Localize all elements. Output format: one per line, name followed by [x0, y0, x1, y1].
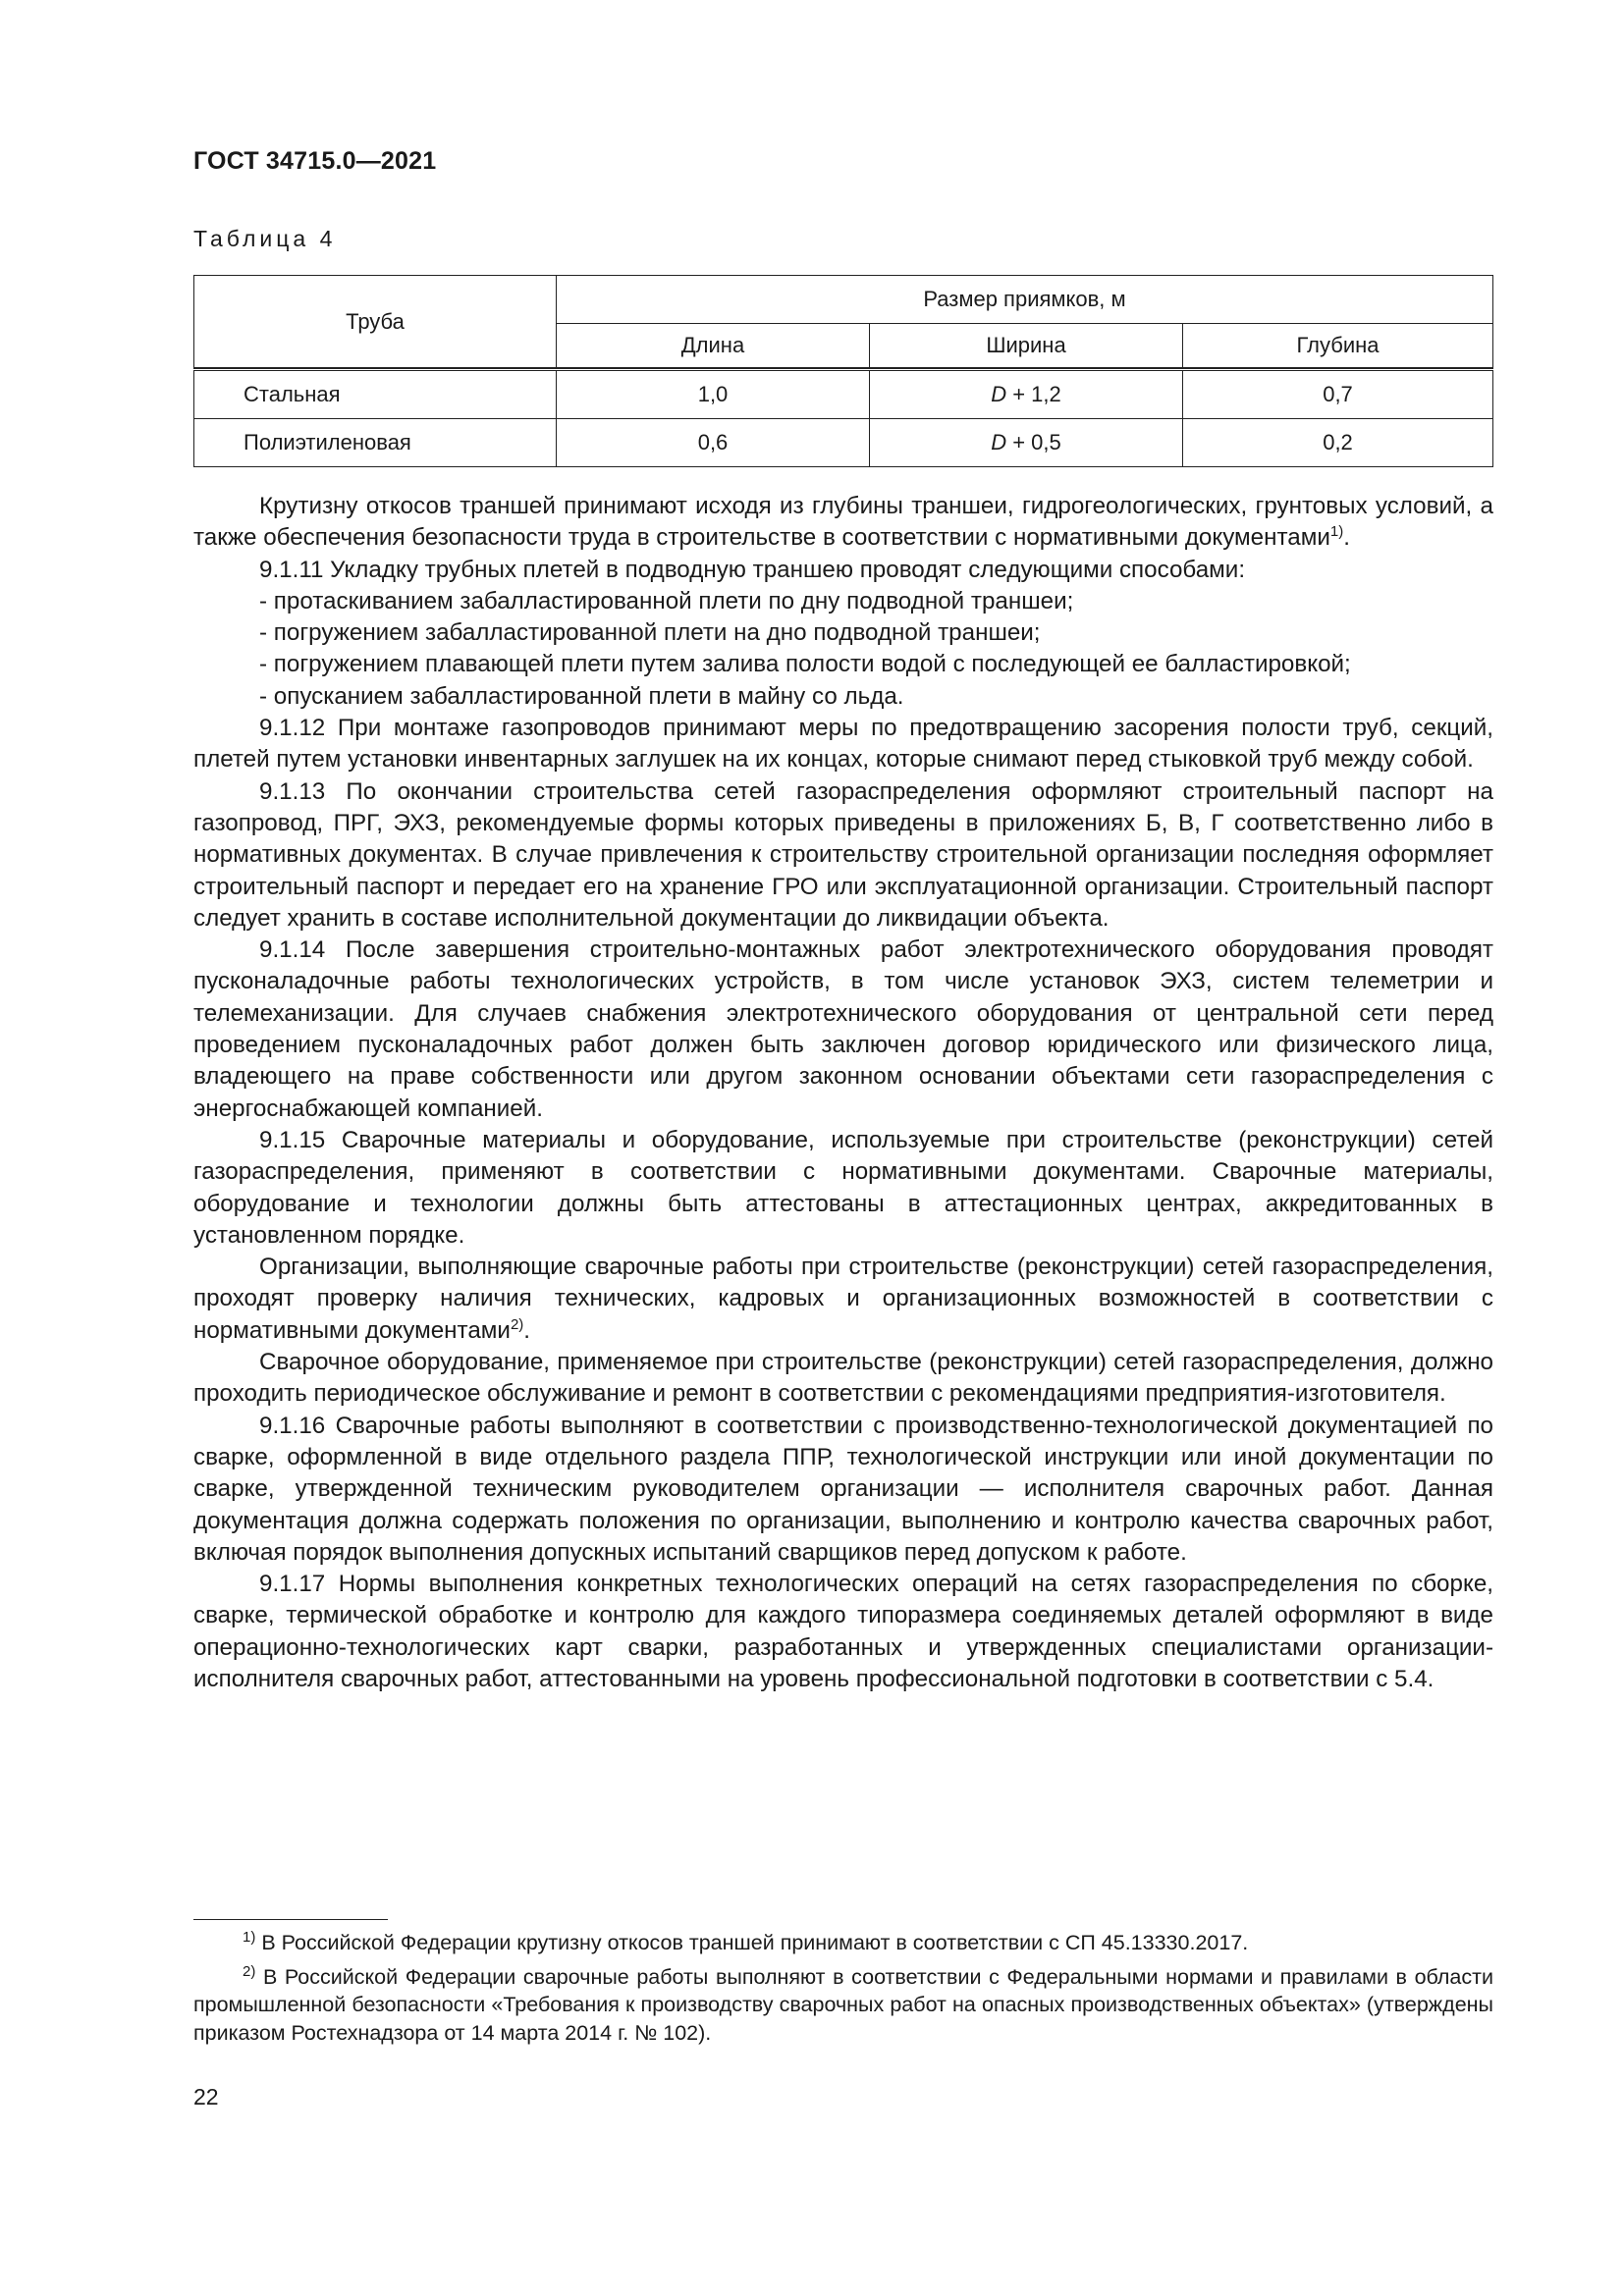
table-caption: Таблица 4	[193, 226, 337, 251]
paragraph: Крутизну откосов траншей принимают исходя из глубины траншеи, гидрогеологических, грунтовых условий, а также обеспечения безопасности труда в строительстве в соответствии с нормативными документами$^{1)}$.	[193, 493, 1493, 552]
paragraph: 9.1.14 После завершения строительно-монтажных работ электротехнического оборудования проводят пусконаладочные работы технологических устройств, в том числе установок ЭХЗ, систем телеметрии и телемеханизации. Для случаев снабжения электротехнического оборудования от центральной сети перед проведением пусконаладочных работ должен быть заключен договор юридического или физического лица, владеющего на праве собственности или другом законном основании объектами сети газораспределения с энергоснабжающей компанией.	[193, 936, 1493, 1122]
paragraph: 9.1.16 Сварочные работы выполняют в соответствии с производственно-технологической документацией по сварке, оформленной в виде отдельного раздела ППР, технологической инструкции или иной документации по сварке, утвержденной техническим руководителем организации — исполнителя сварочных работ. Данная документация должна содержать положения по организации, выполнению и контролю качества сварочных работ, включая порядок выполнения допускных испытаний сварщиков перед допуском к работе.	[193, 1412, 1493, 1566]
col-header-depth: Глубина	[1183, 324, 1493, 368]
cell-length: 0,6	[557, 419, 870, 467]
cell-depth: 0,2	[1183, 419, 1493, 467]
cell-width: D + 0,5	[870, 419, 1183, 467]
list-item: - протаскиванием забалластированной плети по дну подводной траншеи;	[259, 587, 1074, 614]
paragraph: 9.1.13 По окончании строительства сетей газораспределения оформляют строительный паспорт на газопровод, ПРГ, ЭХЗ, рекомендуемые формы которых приведены в приложениях Б, В, Г соответственно либо в нормативных документах. В случае привлечения к строительству строительной организации последняя оформляет строительный паспорт и передает его на хранение ГРО или эксплуатационной организации. Строительный паспорт следует хранить в составе исполнительной документации до ликвидации объекта.	[193, 777, 1493, 932]
footnote: $^{2)}$ В Российской Федерации сварочные работы выполняют в соответствии с Федеральными нормами и правилами в области промышленной безопасности «Требования к производству сварочных работ на опасных производственных объектах» (утверждены приказом Ростехнадзора от 14 марта 2014 г. № 102).	[193, 1962, 1493, 2045]
cell-pipe: Стальная	[194, 370, 557, 419]
table-row	[194, 419, 1493, 467]
list-item: - опусканием забалластированной плети в майну со льда.	[259, 682, 904, 710]
paragraph: 9.1.15 Сварочные материалы и оборудование, используемые при строительстве (реконструкции) сетей газораспределения, применяют в соответствии с нормативными документами. Сварочные материалы, оборудование и технологии должны быть аттестованы в аттестационных центрах, аккредитованных в установленном порядке.	[193, 1126, 1493, 1249]
pit-size-table	[193, 275, 1493, 467]
body-text	[193, 491, 1493, 1695]
document-header: ГОСТ 34715.0—2021	[193, 147, 437, 175]
paragraph: 9.1.12 При монтаже газопроводов принимают меры по предотвращению засорения полости труб, секций, плетей путем установки инвентарных заглушек на их концах, которые снимают перед стыковкой труб между собой.	[193, 715, 1493, 774]
col-header-width: Ширина	[870, 324, 1183, 368]
paragraph: Организации, выполняющие сварочные работы при строительстве (реконструкции) сетей газораспределения, проходят проверку наличия технических, кадровых и организационных возможностей в соответствии с нормативными документами$^{2)}$.	[193, 1254, 1493, 1344]
col-header-group: Размер приямков, м	[557, 276, 1493, 324]
col-header-length: Длина	[557, 324, 870, 368]
cell-pipe: Полиэтиленовая	[194, 419, 557, 467]
footnote-ref[interactable]: 1)	[1329, 523, 1344, 541]
footnote: $^{1)}$ В Российской Федерации крутизну откосов траншей принимают в соответствии с СП 45.13330.2017.	[243, 1928, 1249, 1954]
paragraph: 9.1.17 Нормы выполнения конкретных технологических операций на сетях газораспределения по сборке, сварке, термической обработке и контролю для каждого типоразмера соединяемых деталей оформляют в виде операционно-технологических карт сварки, разработанных и утвержденных специалистами организации-исполнителя сварочных работ, аттестованными на уровень профессиональной подготовки в соответствии с 5.4.	[193, 1571, 1493, 1692]
col-header-pipe: Труба	[194, 276, 557, 368]
cell-depth: 0,7	[1183, 370, 1493, 419]
paragraph: Сварочное оборудование, применяемое при строительстве (реконструкции) сетей газораспределения, должно проходить периодическое обслуживание и ремонт в соответствии с рекомендациями предприятия-изготовителя.	[193, 1349, 1493, 1408]
list-item: - погружением забалластированной плети на дно подводной траншеи;	[259, 619, 1041, 647]
list-item: - погружением плавающей плети путем залива полости водой с последующей ее балластировкой;	[259, 651, 1351, 678]
footnote-separator	[193, 1919, 388, 1920]
footnote-ref[interactable]: 2)	[510, 1315, 524, 1333]
cell-length: 1,0	[557, 370, 870, 419]
page-number: 22	[193, 2084, 219, 2109]
table-row	[194, 370, 1493, 419]
cell-width: D + 1,2	[870, 370, 1183, 419]
footnotes	[193, 1929, 1493, 2053]
paragraph: 9.1.11 Укладку трубных плетей в подводную траншею проводят следующими способами:	[259, 556, 1246, 583]
